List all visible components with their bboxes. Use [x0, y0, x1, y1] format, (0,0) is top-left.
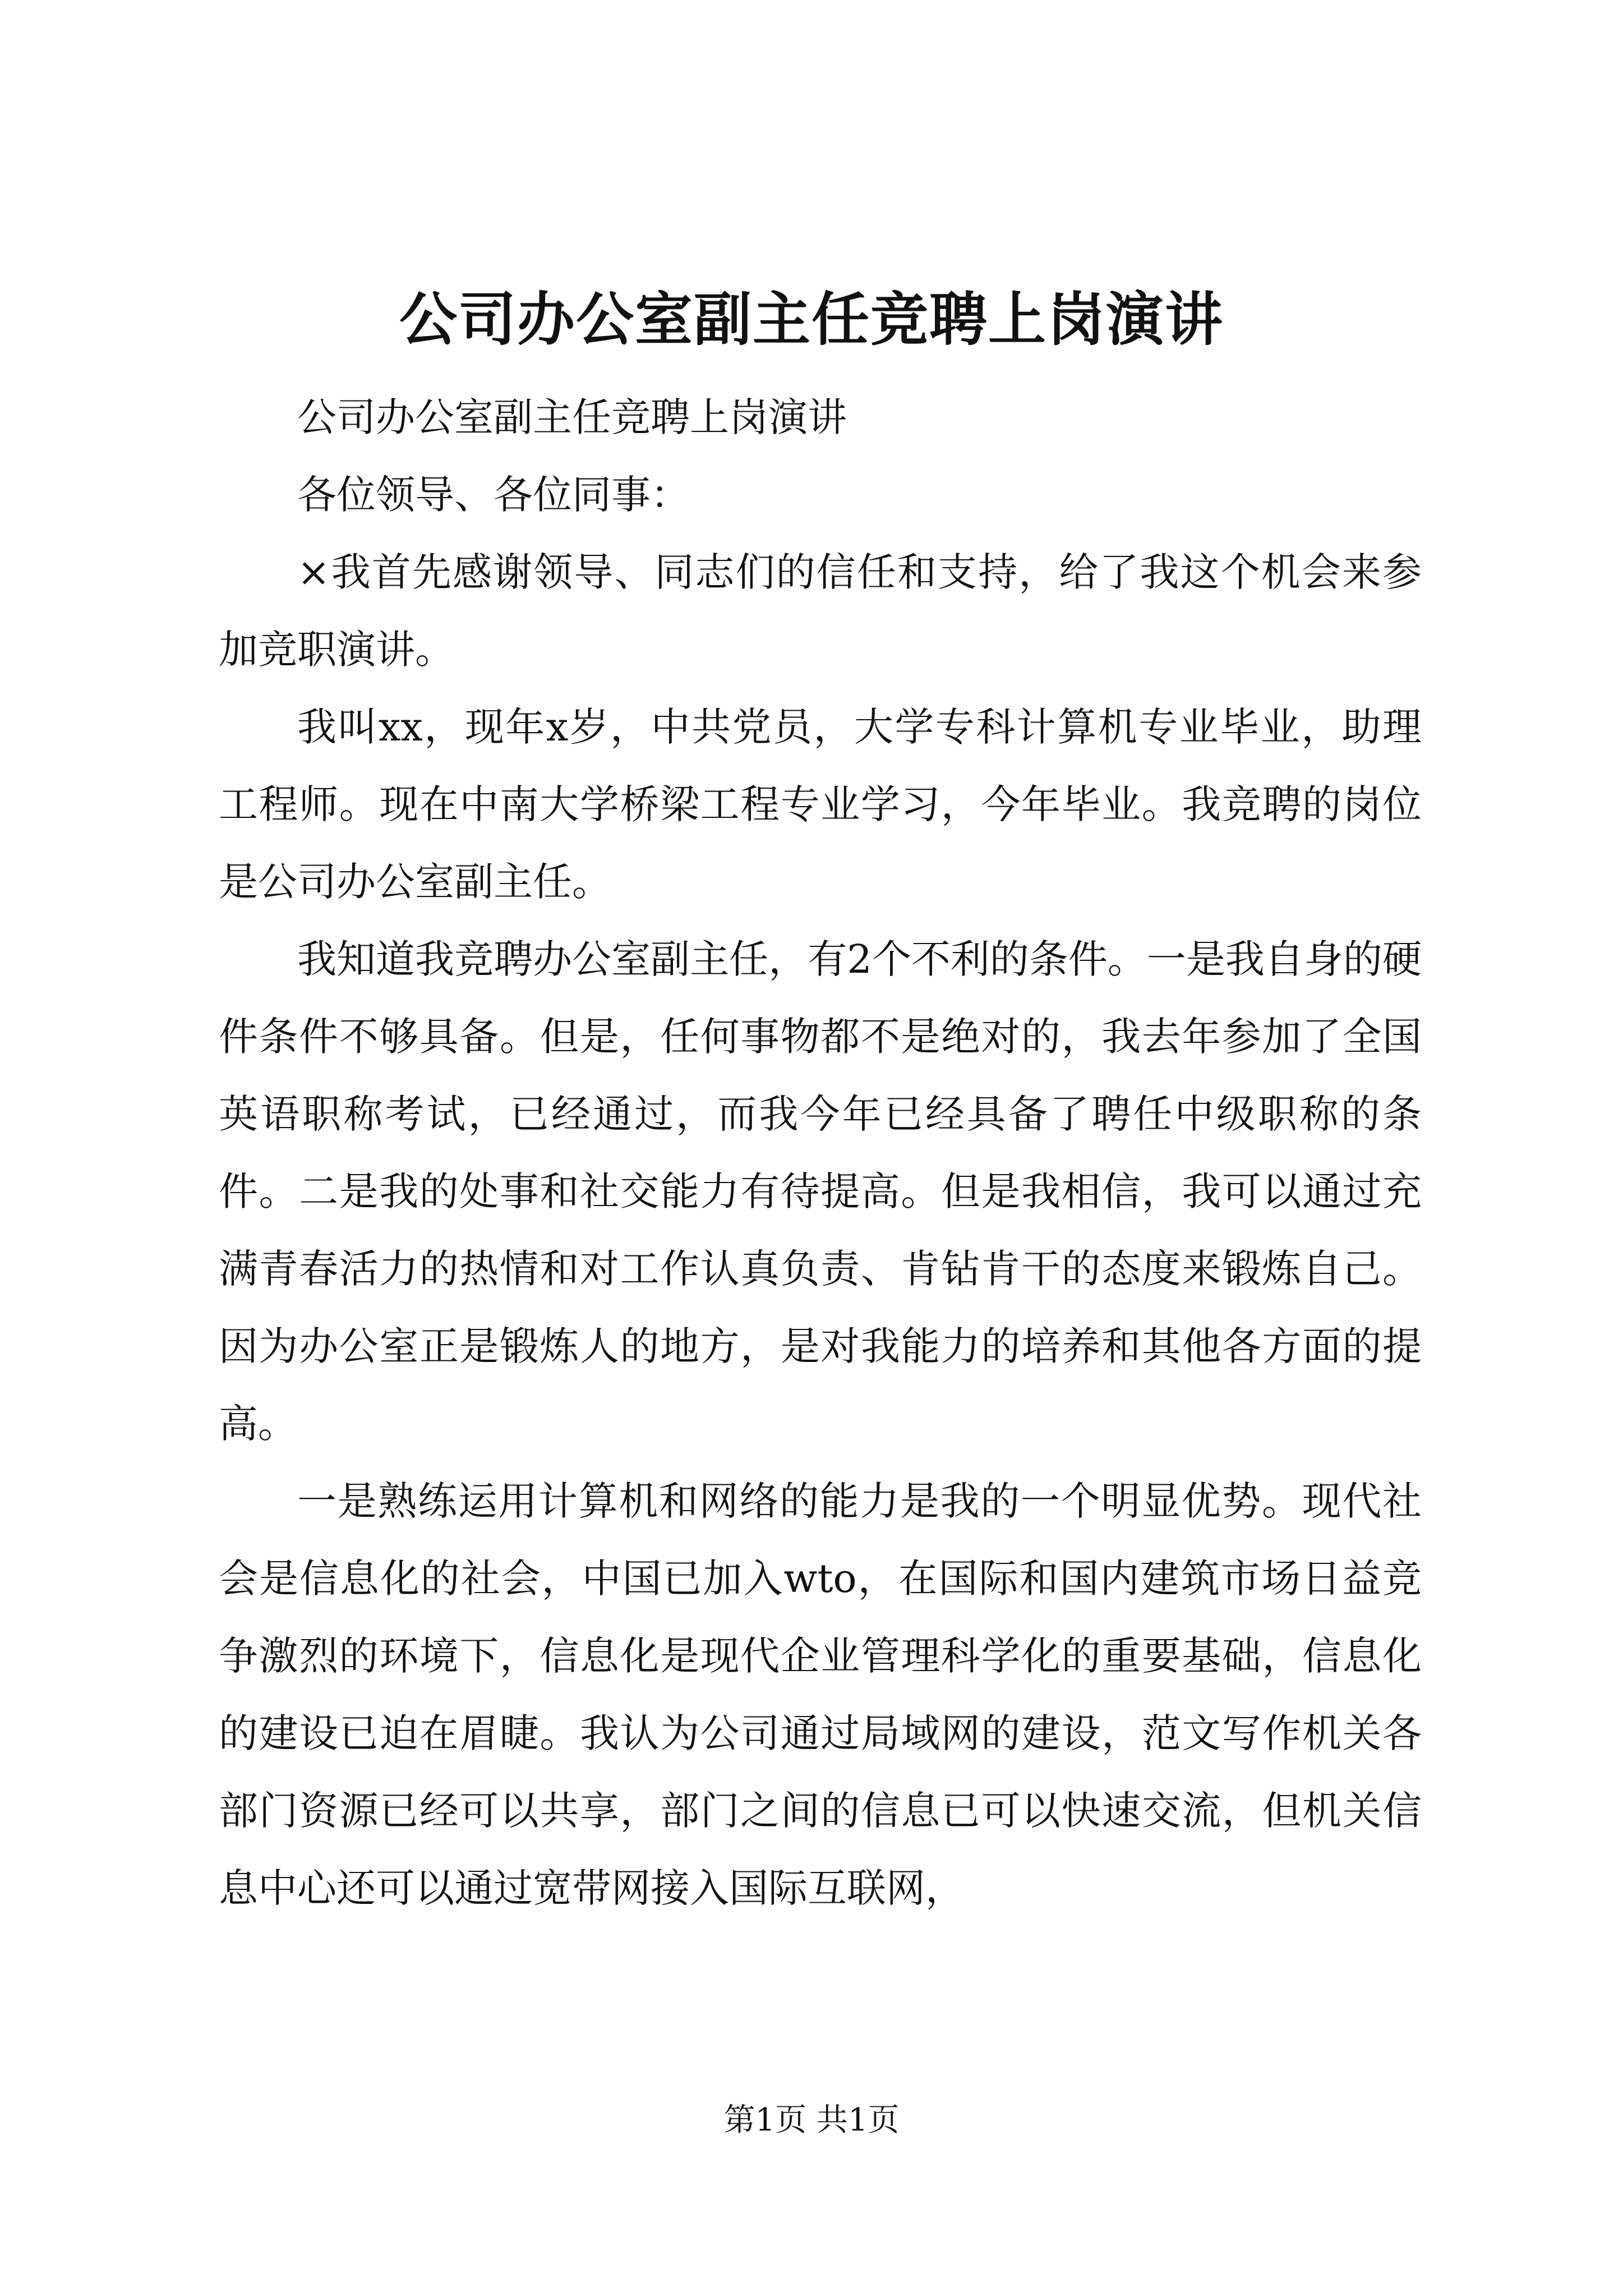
page-title: 公司办公室副主任竞聘上岗演讲 — [399, 286, 1224, 353]
paragraph-disadvantages: 我知道我竞聘办公室副主任，有2个不利的条件。一是我自身的硬件条件不够具备。但是，任何事物都不是绝对的，我去年参加了全国英语职称考试，已经通过，而我今年已经具备了聘任中级职称的条件。二是我的处事和社交能力有待提高。但是我相信，我可以通过充满青春活力的热情和对工作认真负责、肯钻肯干的态度来锻炼自己。因为办公室正是锻炼人的地方，是对我能力的培养和其他各方面的提高。 — [219, 936, 1422, 1447]
paragraph-introduction: 我叫xx，现年x岁，中共党员，大学专科计算机专业毕业，助理工程师。现在中南大学桥梁工程专业学习，今年毕业。我竞聘的岗位是公司办公室副主任。 — [219, 704, 1422, 905]
paragraph-subtitle: 公司办公室副主任竞聘上岗演讲 — [297, 394, 847, 440]
paragraph-advantages: 一是熟练运用计算机和网络的能力是我的一个明显优势。现代社会是信息化的社会，中国已加入wto，在国际和国内建筑市场日益竞争激烈的环境下，信息化是现代企业管理科学化的重要基础，信息化的建设已迫在眉睫。我认为公司通过局域网的建设，范文写作机关各部门资源已经可以共享，部门之间的信息已可以快速交流，但机关信息中心还可以通过宽带网接入国际互联网， — [219, 1478, 1422, 1911]
paragraph-thanks: ×我首先感谢领导、同志们的信任和支持，给了我这个机会来参加竞职演讲。 — [219, 549, 1422, 673]
page-footer: 第1页 共1页 — [723, 2102, 900, 2138]
document-body — [219, 379, 1422, 1927]
paragraph-salutation: 各位领导、各位同事： — [297, 472, 690, 518]
